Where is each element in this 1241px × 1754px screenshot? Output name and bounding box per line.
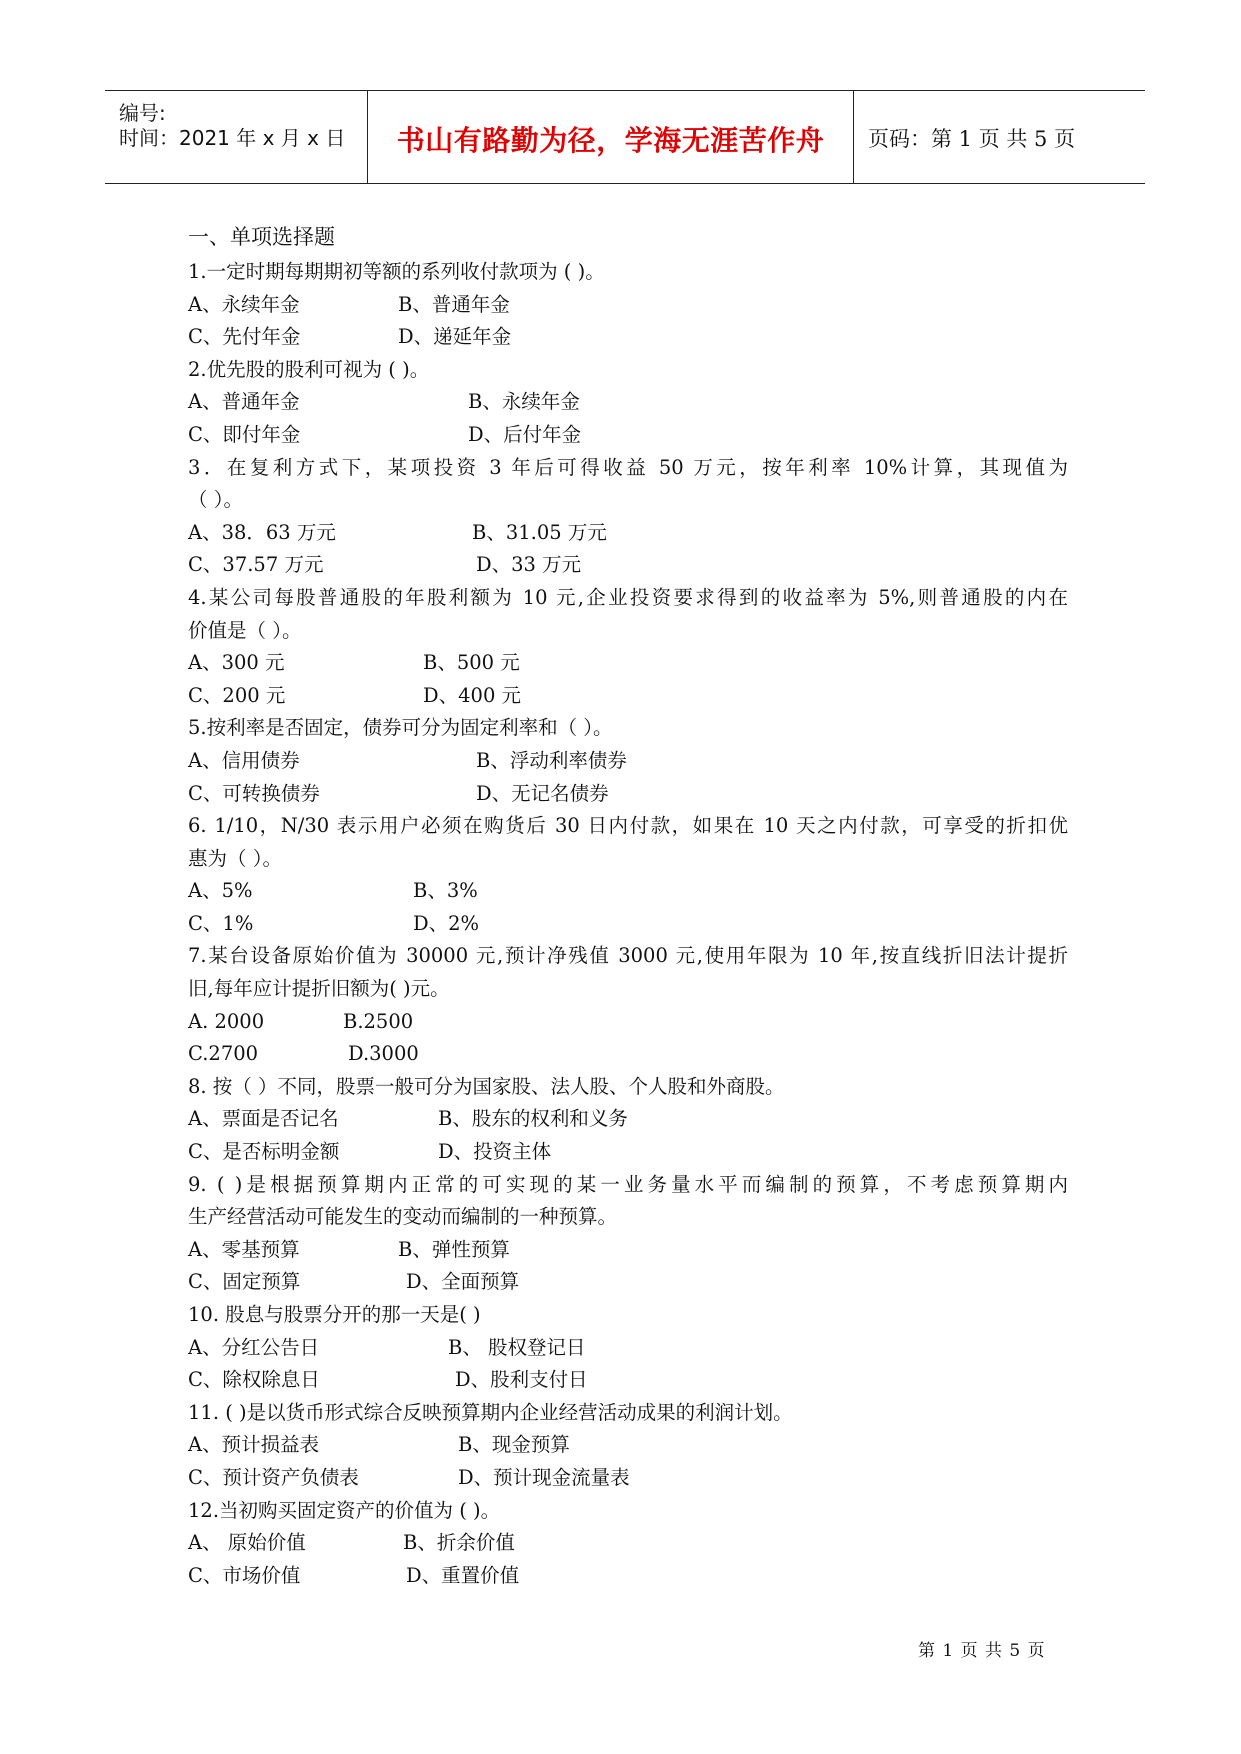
question-stem-line: 12.当初购买固定资产的价值为 ( )。 bbox=[188, 1498, 501, 1522]
option: C、先付年金 bbox=[188, 325, 301, 349]
option-row bbox=[188, 1136, 1068, 1169]
page-footer: 第 1 页 共 5 页 bbox=[918, 1641, 1046, 1661]
question-stem-line: 10. 股息与股票分开的那一天是( ) bbox=[188, 1303, 481, 1326]
section-title: 一、单项选择题 bbox=[188, 225, 335, 249]
question-stem-line: 7.某台设备原始价值为 30000 元,预计净残值 3000 元,使用年限为 10 年,按直线折旧法计提折 bbox=[188, 944, 1068, 968]
option: A、 原始价值 bbox=[188, 1531, 306, 1555]
option: C、预计资产负债表 bbox=[188, 1465, 359, 1489]
option-row bbox=[188, 321, 1068, 354]
option-row bbox=[188, 419, 1068, 452]
option: A、300 元 bbox=[188, 651, 285, 675]
option: B、股东的权利和义务 bbox=[438, 1107, 628, 1131]
option: B、500 元 bbox=[423, 651, 520, 675]
question-stem-line: （ ）。 bbox=[188, 488, 243, 512]
option: C、1% bbox=[188, 911, 254, 935]
option-row bbox=[188, 289, 1068, 322]
question-item bbox=[188, 1169, 1068, 1299]
option: A、信用债券 bbox=[188, 748, 300, 772]
option: C、固定预算 bbox=[188, 1270, 301, 1294]
question-stem-line: 旧,每年应计提折旧额为( )元。 bbox=[188, 977, 450, 1001]
option-row bbox=[188, 680, 1068, 713]
option: D、预计现金流量表 bbox=[458, 1465, 630, 1489]
option: D.3000 bbox=[348, 1042, 419, 1066]
option: A、预计损益表 bbox=[188, 1433, 320, 1457]
option: D、递延年金 bbox=[398, 325, 512, 349]
motto: 书山有路勤为径，学海无涯苦作舟 bbox=[396, 124, 825, 157]
option: D、后付年金 bbox=[468, 422, 582, 446]
option: C.2700 bbox=[188, 1042, 259, 1066]
option: B.2500 bbox=[343, 1009, 414, 1033]
option: C、是否标明金额 bbox=[188, 1140, 340, 1164]
option-row bbox=[188, 1266, 1068, 1299]
option-row bbox=[188, 1527, 1068, 1560]
question-stem-line: 11. ( )是以货币形式综合反映预算期内企业经营活动成果的利润计划。 bbox=[188, 1400, 793, 1424]
option-row bbox=[188, 517, 1068, 550]
option-row bbox=[188, 1103, 1068, 1136]
question-stem-line: 3．在复利方式下，某项投资 3 年后可得收益 50 万元，按年利率 10%计算，其现值为 bbox=[188, 455, 1068, 479]
option: B、永续年金 bbox=[468, 390, 580, 414]
question-list bbox=[188, 218, 1068, 1592]
option: D、2% bbox=[413, 911, 480, 935]
option: D、投资主体 bbox=[438, 1140, 552, 1164]
question-stem-line: 价值是（ ）。 bbox=[188, 618, 302, 642]
option-row bbox=[188, 908, 1068, 941]
option: D、重置价值 bbox=[406, 1563, 520, 1587]
option: A、票面是否记名 bbox=[188, 1107, 339, 1131]
option: B、普通年金 bbox=[398, 292, 510, 316]
question-stem-line: 1.一定时期每期期初等额的系列收付款项为 ( )。 bbox=[188, 260, 605, 283]
questions bbox=[188, 256, 1068, 1592]
option: B、折余价值 bbox=[403, 1531, 515, 1555]
option: A、零基预算 bbox=[188, 1237, 300, 1261]
option: D、全面预算 bbox=[406, 1270, 520, 1294]
option: B、31.05 万元 bbox=[472, 520, 607, 544]
header-table bbox=[105, 90, 1145, 184]
option: C、即付年金 bbox=[188, 422, 301, 446]
option: D、400 元 bbox=[423, 683, 522, 707]
option-row bbox=[188, 1038, 1068, 1071]
option: A. 2000 bbox=[188, 1009, 265, 1033]
option: B、3% bbox=[413, 879, 478, 903]
option-row bbox=[188, 1006, 1068, 1039]
option: C、市场价值 bbox=[188, 1563, 301, 1587]
question-item bbox=[188, 1071, 1068, 1169]
option: A、5% bbox=[188, 879, 253, 903]
option-row bbox=[188, 647, 1068, 680]
question-stem-line: 6. 1/10，N/30 表示用户必须在购货后 30 日内付款，如果在 10 天之内付款，可享受的折扣优 bbox=[188, 814, 1068, 838]
option-row bbox=[188, 745, 1068, 778]
header-motto-cell bbox=[368, 91, 854, 183]
question-item bbox=[188, 1397, 1068, 1495]
option: B、浮动利率债券 bbox=[476, 748, 627, 772]
option: A、38．63 万元 bbox=[188, 520, 336, 544]
option: C、37.57 万元 bbox=[188, 553, 324, 577]
option-row bbox=[188, 1462, 1068, 1495]
header-info-cell bbox=[105, 91, 368, 183]
option-row bbox=[188, 549, 1068, 582]
option: C、200 元 bbox=[188, 683, 286, 707]
question-stem-line: 2.优先股的股利可视为 ( )。 bbox=[188, 357, 430, 381]
option: A、分红公告日 bbox=[188, 1335, 320, 1359]
question-stem-line: 生产经营活动可能发生的变动而编制的一种预算。 bbox=[188, 1205, 618, 1229]
option-row bbox=[188, 1560, 1068, 1593]
option-row bbox=[188, 1234, 1068, 1267]
question-stem-line: 4.某公司每股普通股的年股利额为 10 元,企业投资要求得到的收益率为 5%,则普通股的内在 bbox=[188, 585, 1068, 609]
question-item bbox=[188, 940, 1068, 1070]
option: A、普通年金 bbox=[188, 390, 300, 414]
header-page-cell bbox=[854, 91, 1144, 183]
option-row bbox=[188, 778, 1068, 811]
page-label: 页码：第 1 页 共 5 页 bbox=[868, 127, 1076, 151]
time-label: 时间：2021 年 x 月 x 日 bbox=[119, 126, 346, 150]
option: D、33 万元 bbox=[476, 553, 582, 577]
option: D、无记名债券 bbox=[476, 781, 609, 805]
option: C、可转换债券 bbox=[188, 781, 320, 805]
question-item bbox=[188, 452, 1068, 582]
number-label: 编号: bbox=[119, 101, 166, 125]
option-row bbox=[188, 1364, 1068, 1397]
option: C、除权除息日 bbox=[188, 1368, 320, 1392]
option: B、弹性预算 bbox=[398, 1237, 510, 1261]
question-item bbox=[188, 712, 1068, 810]
question-stem-line: 9. ( )是根据预算期内正常的可实现的某一业务量水平而编制的预算，不考虑预算期内 bbox=[188, 1172, 1068, 1196]
question-item bbox=[188, 582, 1068, 712]
question-stem-line: 5.按利率是否固定，债券可分为固定利率和（ ）。 bbox=[188, 716, 613, 740]
question-stem-line: 8. 按（ ）不同，股票一般可分为国家股、法人股、个人股和外商股。 bbox=[188, 1074, 785, 1098]
question-item bbox=[188, 1495, 1068, 1593]
question-stem-line: 惠为（ ）。 bbox=[188, 846, 282, 870]
question-item bbox=[188, 1299, 1068, 1397]
option: D、股利支付日 bbox=[455, 1368, 588, 1392]
question-item bbox=[188, 256, 1068, 354]
question-item bbox=[188, 810, 1068, 940]
option-row bbox=[188, 1332, 1068, 1365]
option-row bbox=[188, 1429, 1068, 1462]
option: B、现金预算 bbox=[458, 1433, 570, 1457]
option: A、永续年金 bbox=[188, 292, 300, 316]
option-row bbox=[188, 386, 1068, 419]
option: B、 股权登记日 bbox=[448, 1335, 586, 1359]
question-item bbox=[188, 354, 1068, 452]
option-row bbox=[188, 875, 1068, 908]
